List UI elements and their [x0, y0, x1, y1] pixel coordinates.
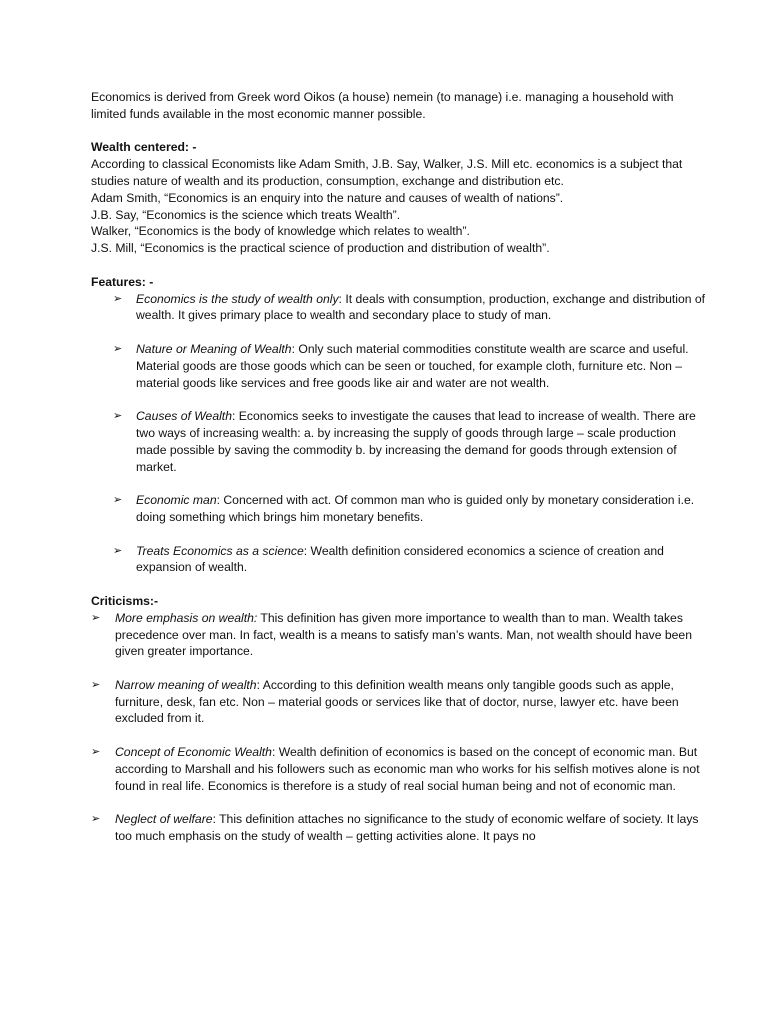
feature-term: Treats Economics as a science — [136, 543, 304, 558]
list-item — [91, 610, 708, 660]
list-item — [91, 492, 708, 526]
list-item — [91, 291, 708, 325]
wealth-line: J.S. Mill, “Economics is the practical science of production and distribution of wealth”. — [91, 241, 550, 256]
wealth-line: Walker, “Economics is the body of knowledge which relates to wealth”. — [91, 224, 470, 239]
wealth-centered-heading: Wealth centered: - — [91, 140, 197, 155]
arrow-bullet-icon: ➢ — [113, 291, 123, 305]
spacer — [91, 123, 708, 140]
feature-text: : Concerned with act. Of common man who is guided only by monetary consideration i.e. doing something which brings him monetary benefits. — [136, 493, 695, 524]
wealth-line: Adam Smith, “Economics is an enquiry into the nature and causes of wealth of nations”. — [91, 190, 564, 205]
criticism-term: Neglect of welfare — [115, 812, 213, 827]
arrow-bullet-icon: ➢ — [113, 409, 123, 423]
features-heading: Features: - — [91, 274, 154, 289]
arrow-bullet-icon: ➢ — [91, 677, 101, 691]
criticism-text: : Wealth definition of economics is based on the concept of economic man. But according to Marshall and his followers such as economic man who works for his selfish motives alone is not found in real life. Economics is therefore is a study of real social human being and not of economic man. — [115, 745, 700, 793]
features-list — [91, 291, 708, 577]
criticism-term: More emphasis on wealth: — [115, 610, 258, 625]
arrow-bullet-icon: ➢ — [91, 745, 101, 759]
arrow-bullet-icon: ➢ — [113, 493, 123, 507]
feature-term: Economics is the study of wealth only — [136, 291, 339, 306]
feature-term: Causes of Wealth — [136, 409, 232, 424]
feature-text: : Wealth definition considered economics a science of creation and expansion of wealth. — [136, 543, 664, 575]
list-item — [91, 543, 708, 577]
criticism-term: Concept of Economic Wealth — [115, 745, 272, 760]
list-item — [91, 408, 708, 475]
criticism-text: This definition has given more importance to wealth than to man. Wealth takes precedence over man. In fact, wealth is a means to satisfy man’s wants. Man, not wealth should have been given greater importance. — [115, 610, 692, 659]
criticisms-list — [91, 610, 708, 845]
criticism-text: : This definition attaches no significance to the study of economic welfare of society. It lays too much emphasis on the study of wealth – getting activities alone. It pays no — [115, 812, 699, 844]
feature-text: : It deals with consumption, production, exchange and distribution of wealth. It gives primary place to wealth and secondary place to study of man. — [136, 291, 706, 323]
criticisms-heading: Criticisms:- — [91, 593, 159, 608]
arrow-bullet-icon: ➢ — [113, 543, 123, 557]
feature-term: Economic man — [136, 493, 217, 508]
intro-paragraph: Economics is derived from Greek word Oikos (a house) nemein (to manage) i.e. managing a household with limited funds available in the most economic manner possible. — [91, 90, 674, 121]
arrow-bullet-icon: ➢ — [113, 341, 123, 355]
feature-text: : Only such material commodities constitute wealth are scarce and useful. Material goods are those goods which can be seen or touched, for example cloth, furniture etc. Non – material goods like services and free goods like air and water are not wealth. — [136, 341, 689, 390]
spacer — [91, 257, 708, 274]
list-item — [91, 677, 708, 727]
arrow-bullet-icon: ➢ — [91, 610, 101, 624]
wealth-line: J.B. Say, “Economics is the science which treats Wealth”. — [91, 207, 401, 222]
list-item — [91, 744, 708, 794]
arrow-bullet-icon: ➢ — [91, 812, 101, 826]
list-item — [91, 811, 708, 845]
feature-text: : Economics seeks to investigate the causes that lead to increase of wealth. There are two ways of increasing wealth: a. by increasing the supply of goods through large – scale production made possible by saving the commodity b. by increasing the demand for goods through extension of market. — [136, 409, 696, 474]
criticism-term: Narrow meaning of wealth — [115, 677, 257, 692]
feature-term: Nature or Meaning of Wealth — [136, 341, 292, 356]
list-item — [91, 341, 708, 391]
criticism-text: : According to this definition wealth means only tangible goods such as apple, furniture, desk, fan etc. Non – material goods or services like that of doctor, nurse, lawyer etc. have been excluded from it. — [115, 677, 679, 726]
wealth-line: According to classical Economists like Adam Smith, J.B. Say, Walker, J.S. Mill etc. economics is a subject that studies nature of wealth and its production, consumption, exchange and distribution etc. — [91, 157, 683, 188]
